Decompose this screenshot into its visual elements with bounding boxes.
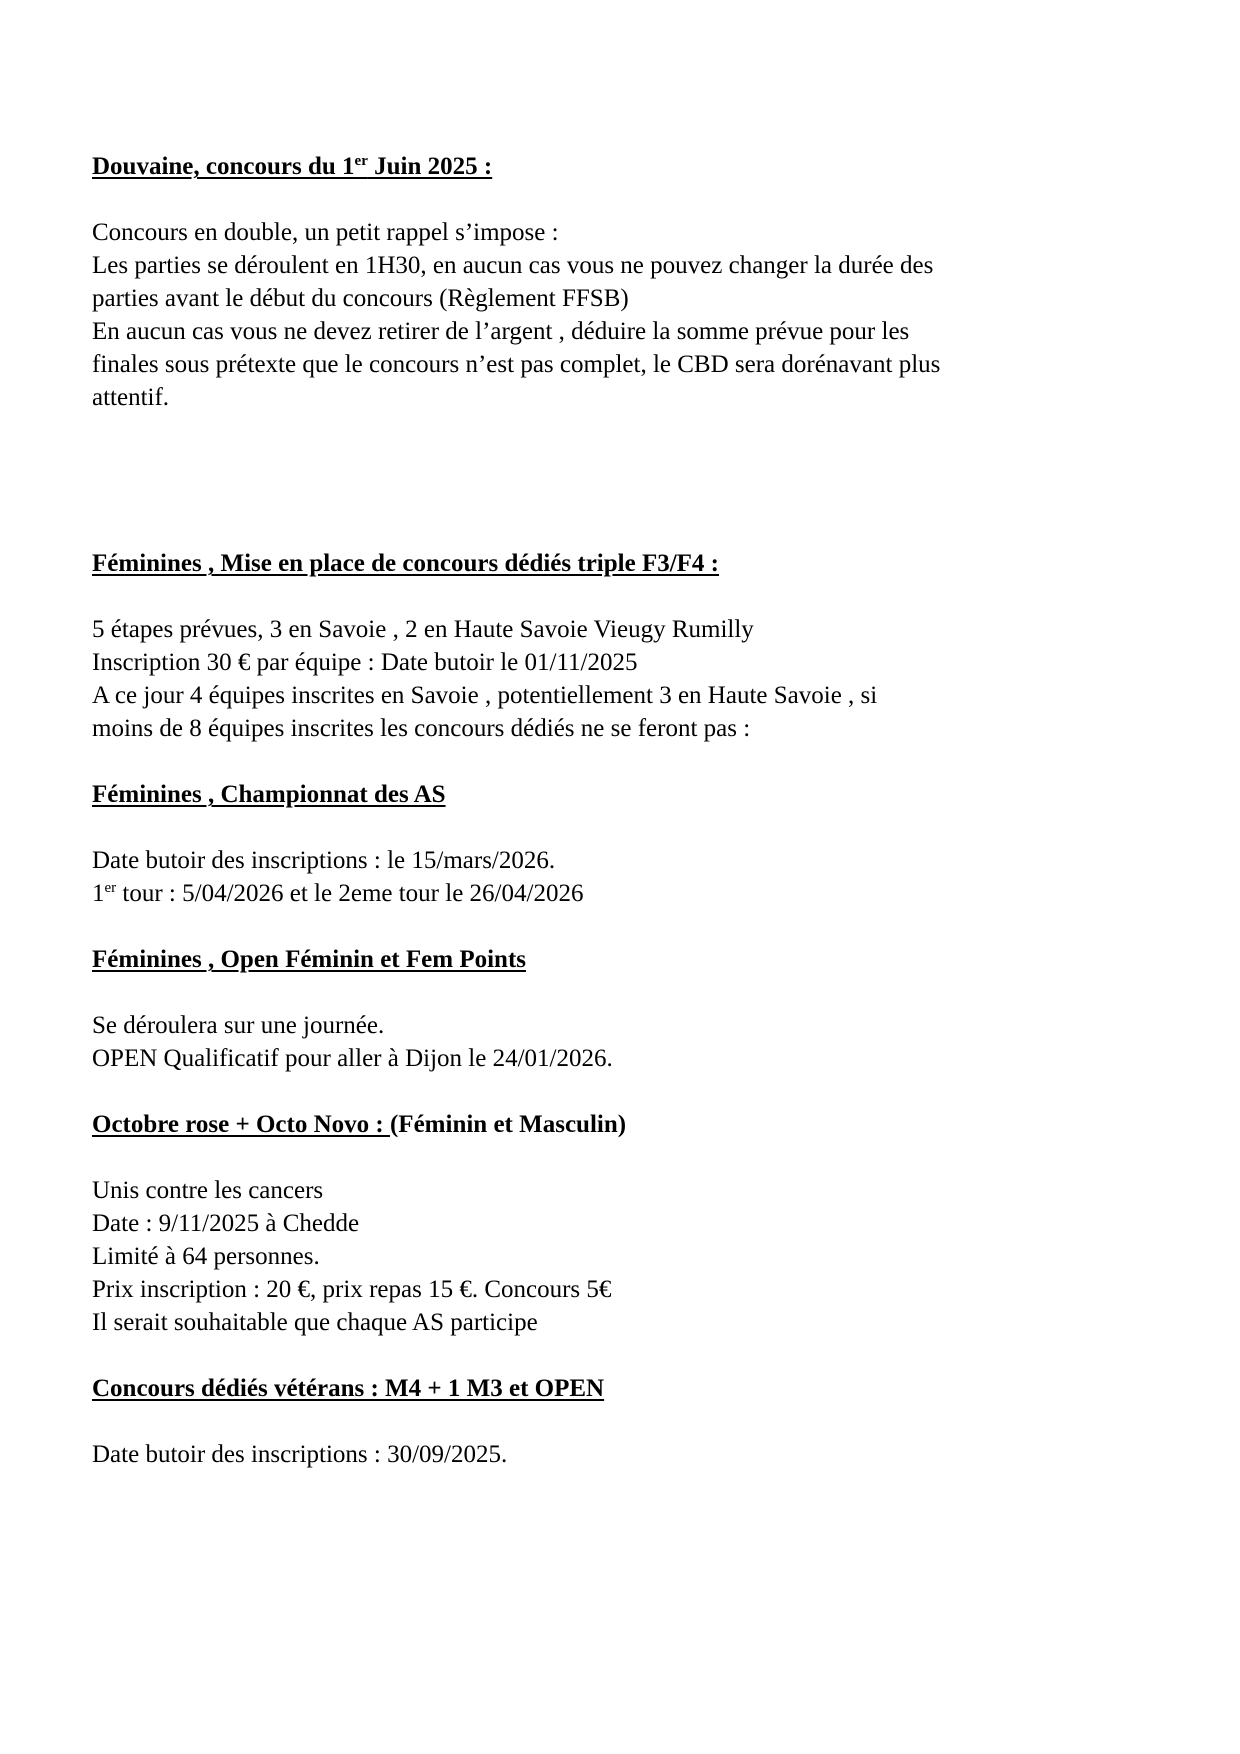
- douvaine-line: Les parties se déroulent en 1H30, en aucun cas vous ne pouvez changer la durée des: [92, 252, 934, 279]
- heading-octobre-rose-plain: (Féminin et Masculin): [389, 1111, 627, 1138]
- feminines-triple-line: 5 étapes prévues, 3 en Savoie , 2 en Haute Savoie Vieugy Rumilly: [92, 616, 754, 643]
- heading-douvaine-main: Douvaine, concours du 1: [92, 153, 355, 180]
- championnat-tour-sup: er: [104, 880, 117, 896]
- douvaine-line: parties avant le début du concours (Règlement FFSB): [92, 285, 629, 312]
- feminines-open-line: OPEN Qualificatif pour aller à Dijon le 24/01/2026.: [92, 1045, 613, 1072]
- douvaine-line: En aucun cas vous ne devez retirer de l’argent , déduire la somme prévue pour les: [92, 318, 910, 345]
- heading-feminines-triple: Féminines , Mise en place de concours dédiés triple F3/F4 :: [92, 550, 720, 577]
- championnat-tour-text: tour : 5/04/2026 et le 2eme tour le 26/04/2026: [116, 880, 584, 907]
- heading-octobre-rose-underlined: Octobre rose + Octo Novo :: [92, 1111, 390, 1138]
- feminines-triple-line: Inscription 30 € par équipe : Date butoir le 01/11/2025: [92, 649, 638, 676]
- heading-douvaine: [92, 150, 1152, 183]
- heading-douvaine-tail: Juin 2025 :: [367, 153, 493, 180]
- feminines-triple-line: A ce jour 4 équipes inscrites en Savoie , potentiellement 3 en Haute Savoie , si: [92, 682, 878, 709]
- championnat-line-tours: [92, 877, 1152, 910]
- octobre-rose-line: Prix inscription : 20 €, prix repas 15 €. Concours 5€: [92, 1276, 612, 1303]
- heading-feminines-open: Féminines , Open Féminin et Fem Points: [92, 946, 526, 973]
- douvaine-line: Concours en double, un petit rappel s’impose :: [92, 219, 559, 246]
- heading-octobre-rose: [92, 1108, 1152, 1141]
- feminines-open-line: Se déroulera sur une journée.: [92, 1012, 385, 1039]
- douvaine-line: finales sous prétexte que le concours n’est pas complet, le CBD sera dorénavant plus: [92, 351, 941, 378]
- heading-veterans: Concours dédiés vétérans : M4 + 1 M3 et OPEN: [92, 1375, 605, 1402]
- feminines-triple-line: moins de 8 équipes inscrites les concours dédiés ne se feront pas :: [92, 715, 751, 742]
- octobre-rose-line: Date : 9/11/2025 à Chedde: [92, 1210, 360, 1237]
- veterans-line: Date butoir des inscriptions : 30/09/2025.: [92, 1441, 508, 1468]
- heading-feminines-championnat: Féminines , Championnat des AS: [92, 781, 446, 808]
- championnat-line-deadline: Date butoir des inscriptions : le 15/mars/2026.: [92, 847, 556, 874]
- heading-douvaine-sup: er: [354, 153, 368, 169]
- octobre-rose-line: Unis contre les cancers: [92, 1177, 324, 1204]
- octobre-rose-line: Limité à 64 personnes.: [92, 1243, 320, 1270]
- douvaine-line: attentif.: [92, 384, 170, 411]
- octobre-rose-line: Il serait souhaitable que chaque AS participe: [92, 1309, 538, 1336]
- document-content: [92, 150, 1152, 1471]
- championnat-tour-number: 1: [92, 880, 105, 907]
